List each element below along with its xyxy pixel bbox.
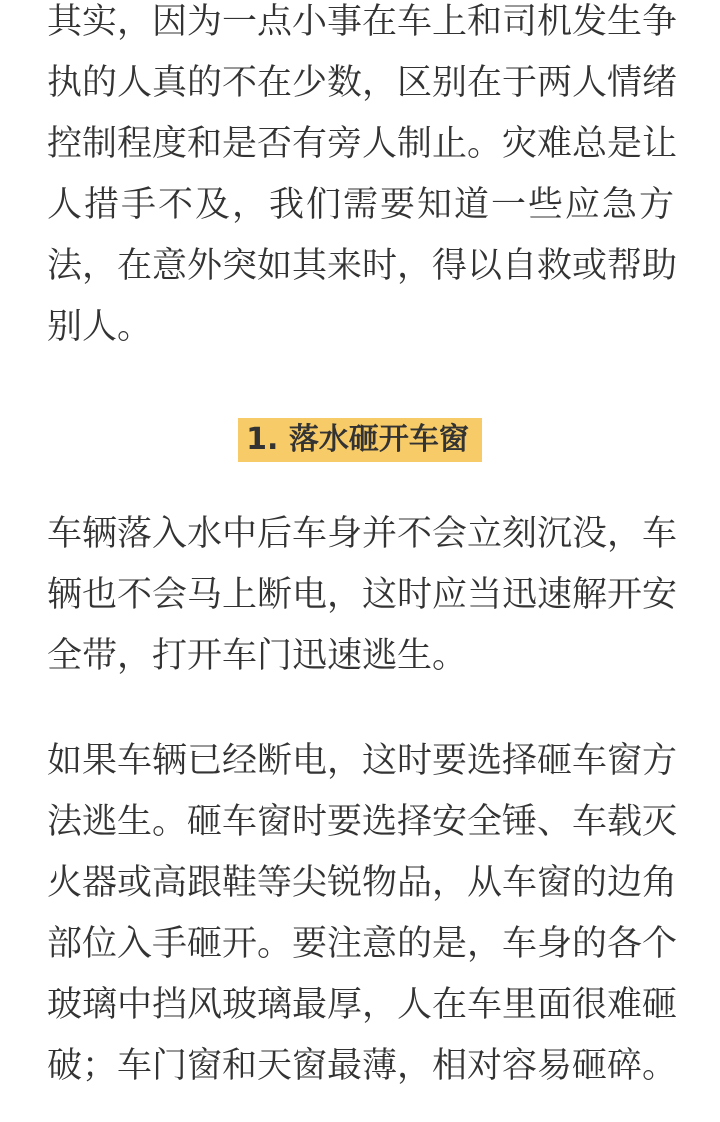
paragraph-line: 法逃生。砸车窗时要选择安全锤、车载灭: [47, 802, 678, 842]
paragraph-line: 法，在意外突如其来时，得以自救或帮助: [47, 246, 678, 286]
paragraph-line: 执的人真的不在少数，区别在于两人情绪: [47, 63, 678, 103]
paragraph-line: 人措手不及，我们需要知道一些应急方: [47, 185, 674, 225]
paragraph-line: 车辆落入水中后车身并不会立刻沉没，车: [47, 514, 678, 554]
paragraph-line: 玻璃中挡风玻璃最厚，人在车里面很难砸: [47, 985, 678, 1025]
break-window-paragraph: [0, 731, 720, 1097]
water-escape-paragraph: [0, 504, 720, 687]
intro-paragraph: [0, 0, 720, 358]
paragraph-line: 辆也不会马上断电，这时应当迅速解开安: [47, 575, 678, 615]
paragraph-line: 其实，因为一点小事在车上和司机发生争: [47, 2, 678, 42]
paragraph-line: 部位入手砸开。要注意的是，车身的各个: [47, 924, 678, 964]
paragraph-line: 全带，打开车门迅速逃生。: [47, 636, 468, 676]
paragraph-line: 别人。: [47, 307, 153, 347]
section-heading: 1. 落水砸开车窗: [238, 418, 482, 462]
section-heading-container: [0, 418, 720, 462]
paragraph-line: 控制程度和是否有旁人制止。灾难总是让: [47, 124, 678, 164]
paragraph-line: 破；车门窗和天窗最薄，相对容易砸碎。: [47, 1046, 678, 1086]
paragraph-line: 火器或高跟鞋等尖锐物品，从车窗的边角: [47, 863, 678, 903]
paragraph-line: 如果车辆已经断电，这时要选择砸车窗方: [47, 741, 678, 781]
